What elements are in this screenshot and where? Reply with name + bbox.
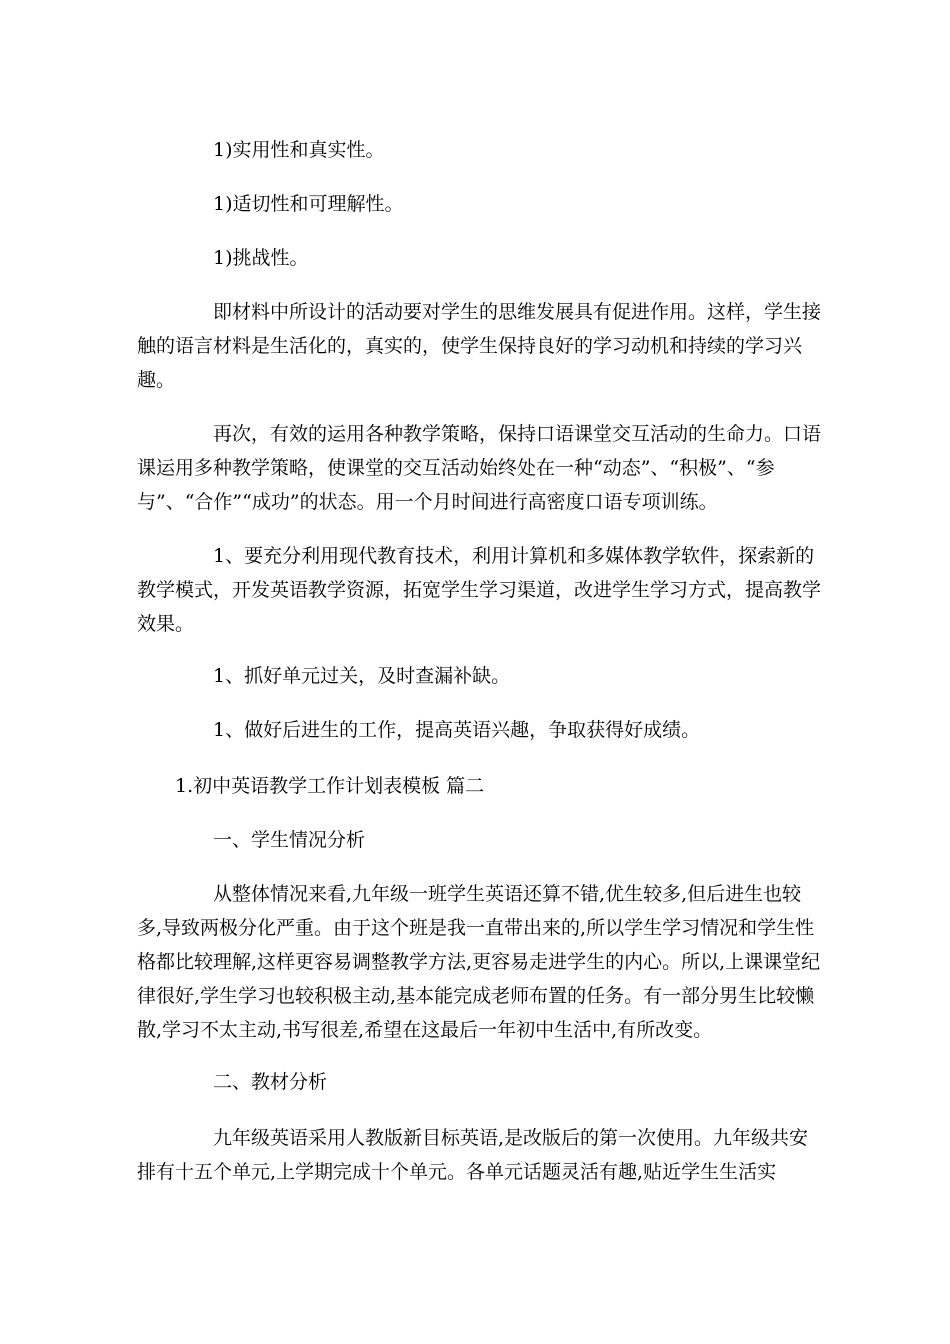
paragraph-materials: 即材料中所设计的活动要对学生的思维发展具有促进作用。这样，学生接触的语言材料是生活化的，真实的，使学生保持良好的学习动机和持续的学习兴趣。 bbox=[137, 301, 822, 391]
paragraph-textbook-analysis: 九年级英语采用人教版新目标英语,是改版后的第一次使用。九年级共安排有十五个单元,上学期完成十个单元。各单元话题灵活有趣,贴近学生生活实 bbox=[137, 1127, 809, 1183]
subheading-student-analysis: 一、学生情况分析 bbox=[213, 829, 366, 851]
list-item-unit-check: 1、抓好单元过关，及时查漏补缺。 bbox=[213, 665, 511, 687]
list-item-practicality: 1)实用性和真实性。 bbox=[213, 139, 385, 161]
paragraph-strategies: 再次，有效的运用各种教学策略，保持口语课堂交互活动的生命力。口语课运用多种教学策略，使课堂的交互活动始终处在一种“动态”、“积极”、“参与”、“合作”“成功”的状态。用一个月时间进行高密度口语专项训练。 bbox=[137, 423, 822, 513]
list-item-technology: 1、要充分利用现代教育技术，利用计算机和多媒体教学软件，探索新的教学模式，开发英语教学资源，拓宽学生学习渠道，改进学生学习方式，提高教学效果。 bbox=[137, 545, 822, 635]
list-item-challenge: 1)挑战性。 bbox=[213, 247, 309, 269]
paragraph-student-analysis: 从整体情况来看,九年级一班学生英语还算不错,优生较多,但后进生也较多,导致两极分化严重。由于这个班是我一直带出来的,所以学生学习情况和学生性格都比较理解,这样更容易调整教学方法,更容易走进学生的内心。所以,上课课堂纪律很好,学生学习也较积极主动,基本能完成老师布置的任务。有一部分男生比较懒散,学习不太主动,书写很差,希望在这最后一年初中生活中,有所改变。 bbox=[137, 883, 821, 1041]
list-item-appropriateness: 1)适切性和可理解性。 bbox=[213, 193, 404, 215]
list-item-weak-students: 1、做好后进生的工作，提高英语兴趣，争取获得好成绩。 bbox=[213, 719, 701, 741]
section-title: 1.初中英语教学工作计划表模板 篇二 bbox=[175, 775, 485, 797]
subheading-textbook-analysis: 二、教材分析 bbox=[213, 1071, 328, 1093]
